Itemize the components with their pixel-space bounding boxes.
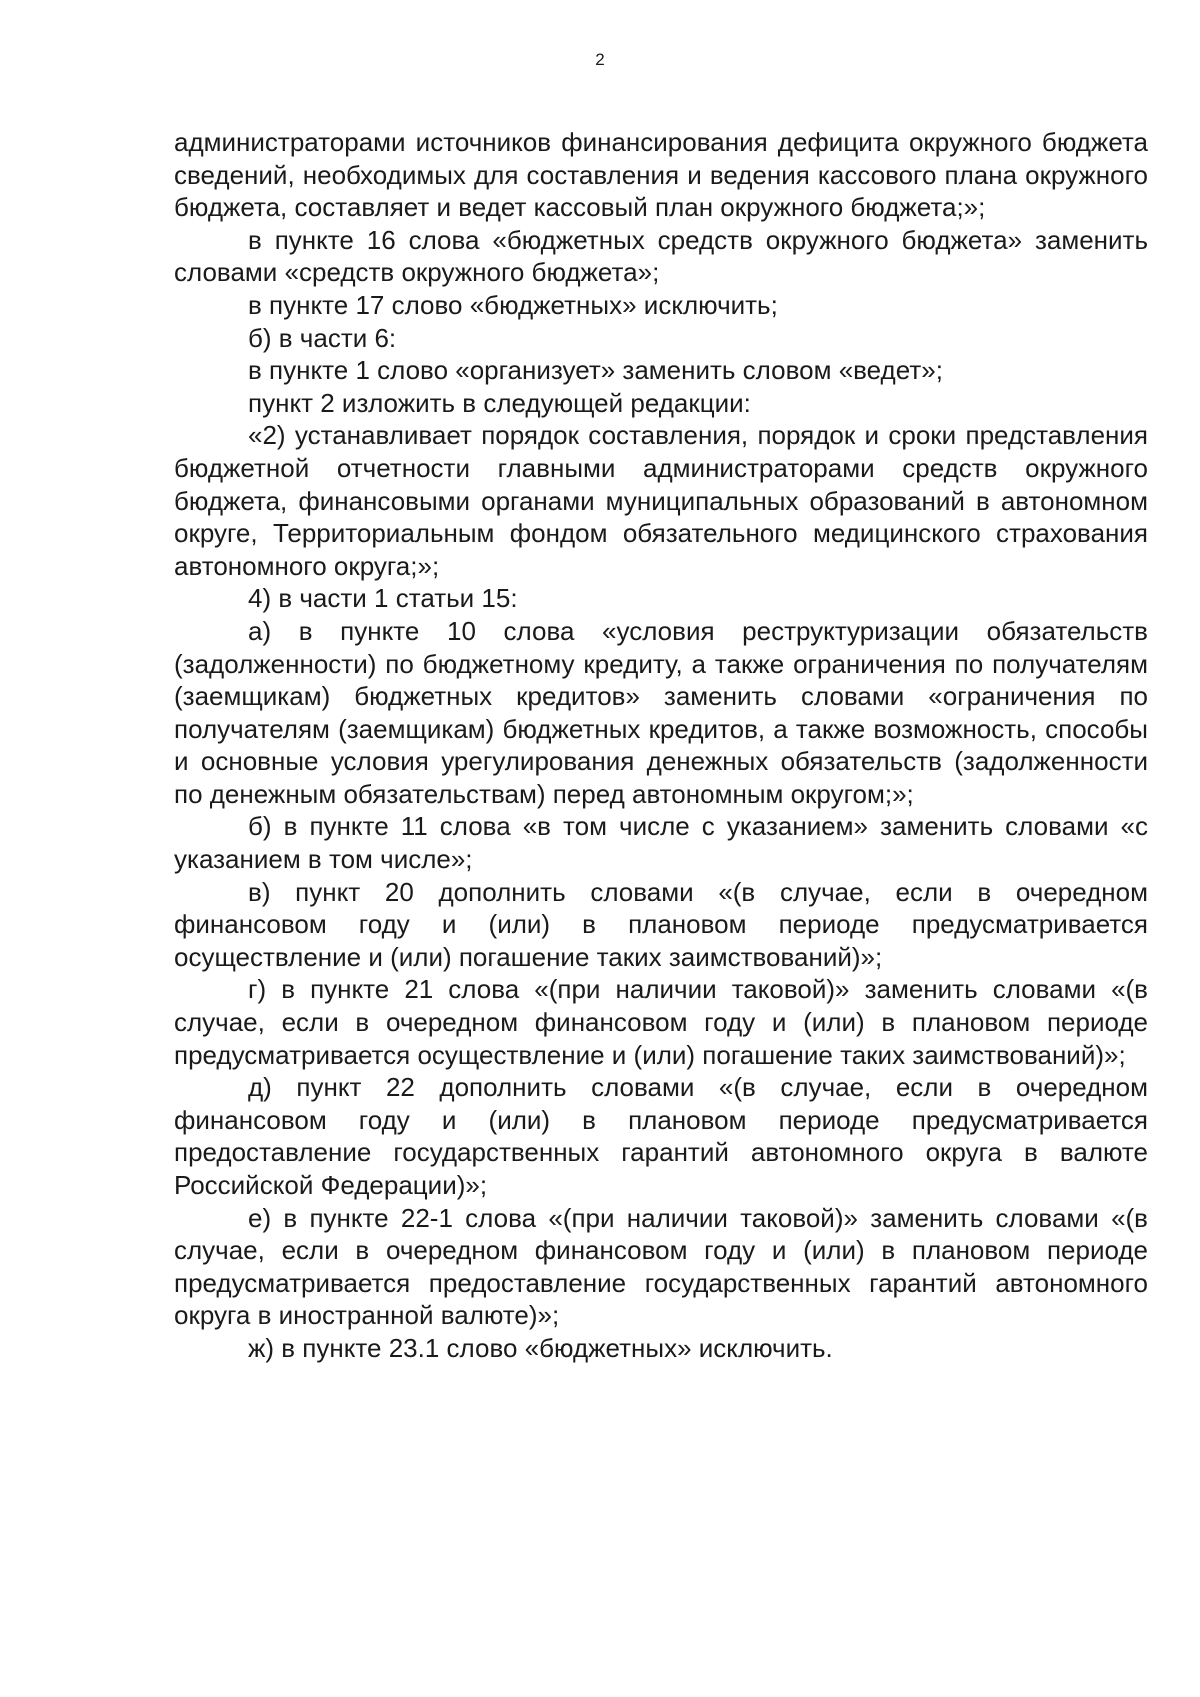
paragraph: г) в пункте 21 слова «(при наличии таковой)» заменить словами «(в случае, если в очередном финансовом году и (или) в плановом периоде предусматривается осуществление и (или) погашение таких заимствований)»; xyxy=(174,974,1148,1070)
paragraph: в пункте 16 слова «бюджетных средств окружного бюджета» заменить словами «средств окружного бюджета»; xyxy=(174,224,1148,288)
paragraph: е) в пункте 22-1 слова «(при наличии таковой)» заменить словами «(в случае, если в очередном финансовом году и (или) в плановом периоде предусматривается предоставление государственных гарантий автономного округа в иностранной валюте)»; xyxy=(174,1202,1148,1331)
document-body xyxy=(174,126,1148,1365)
paragraph: 4) в части 1 статьи 15: xyxy=(248,583,518,614)
paragraph: «2) устанавливает порядок составления, порядок и сроки представления бюджетной отчетности главными администраторами средств окружного бюджета, финансовыми органами муниципальных образований в автономном округе, Территориальным фондом обязательного медицинского страхования автономного округа;»; xyxy=(174,420,1148,581)
paragraph: администраторами источников финансирования дефицита окружного бюджета сведений, необходимых для составления и ведения кассового плана окружного бюджета, составляет и ведет кассовый план окружного бюджета;»; xyxy=(174,127,1148,223)
paragraph: а) в пункте 10 слова «условия реструктуризации обязательств (задолженности) по бюджетному кредиту, а также ограничения по получателям (заемщикам) бюджетных кредитов» заменить словами «ограничения по получателям (заемщикам) бюджетных кредитов, а также возможность, способы и основные условия урегулирования денежных обязательств (задолженности по денежным обязательствам) перед автономным округом;»; xyxy=(174,615,1148,809)
paragraph: ж) в пункте 23.1 слово «бюджетных» исключить. xyxy=(248,1332,833,1363)
paragraph: в пункте 1 слово «организует» заменить словом «ведет»; xyxy=(248,355,943,386)
paragraph: в) пункт 20 дополнить словами «(в случае, если в очередном финансовом году и (или) в плановом периоде предусматривается осуществление и (или) погашение таких заимствований)»; xyxy=(174,876,1148,972)
paragraph: пункт 2 изложить в следующей редакции: xyxy=(248,387,751,418)
page-number: 2 xyxy=(595,50,605,69)
paragraph: д) пункт 22 дополнить словами «(в случае, если в очередном финансовом году и (или) в плановом периоде предусматривается предоставление государственных гарантий автономного округа в валюте Российской Федерации)»; xyxy=(174,1072,1148,1200)
paragraph: б) в пункте 11 слова «в том числе с указанием» заменить словами «с указанием в том числе»; xyxy=(174,811,1148,875)
paragraph: в пункте 17 слово «бюджетных» исключить; xyxy=(248,289,778,320)
paragraph: б) в части 6: xyxy=(248,322,397,353)
